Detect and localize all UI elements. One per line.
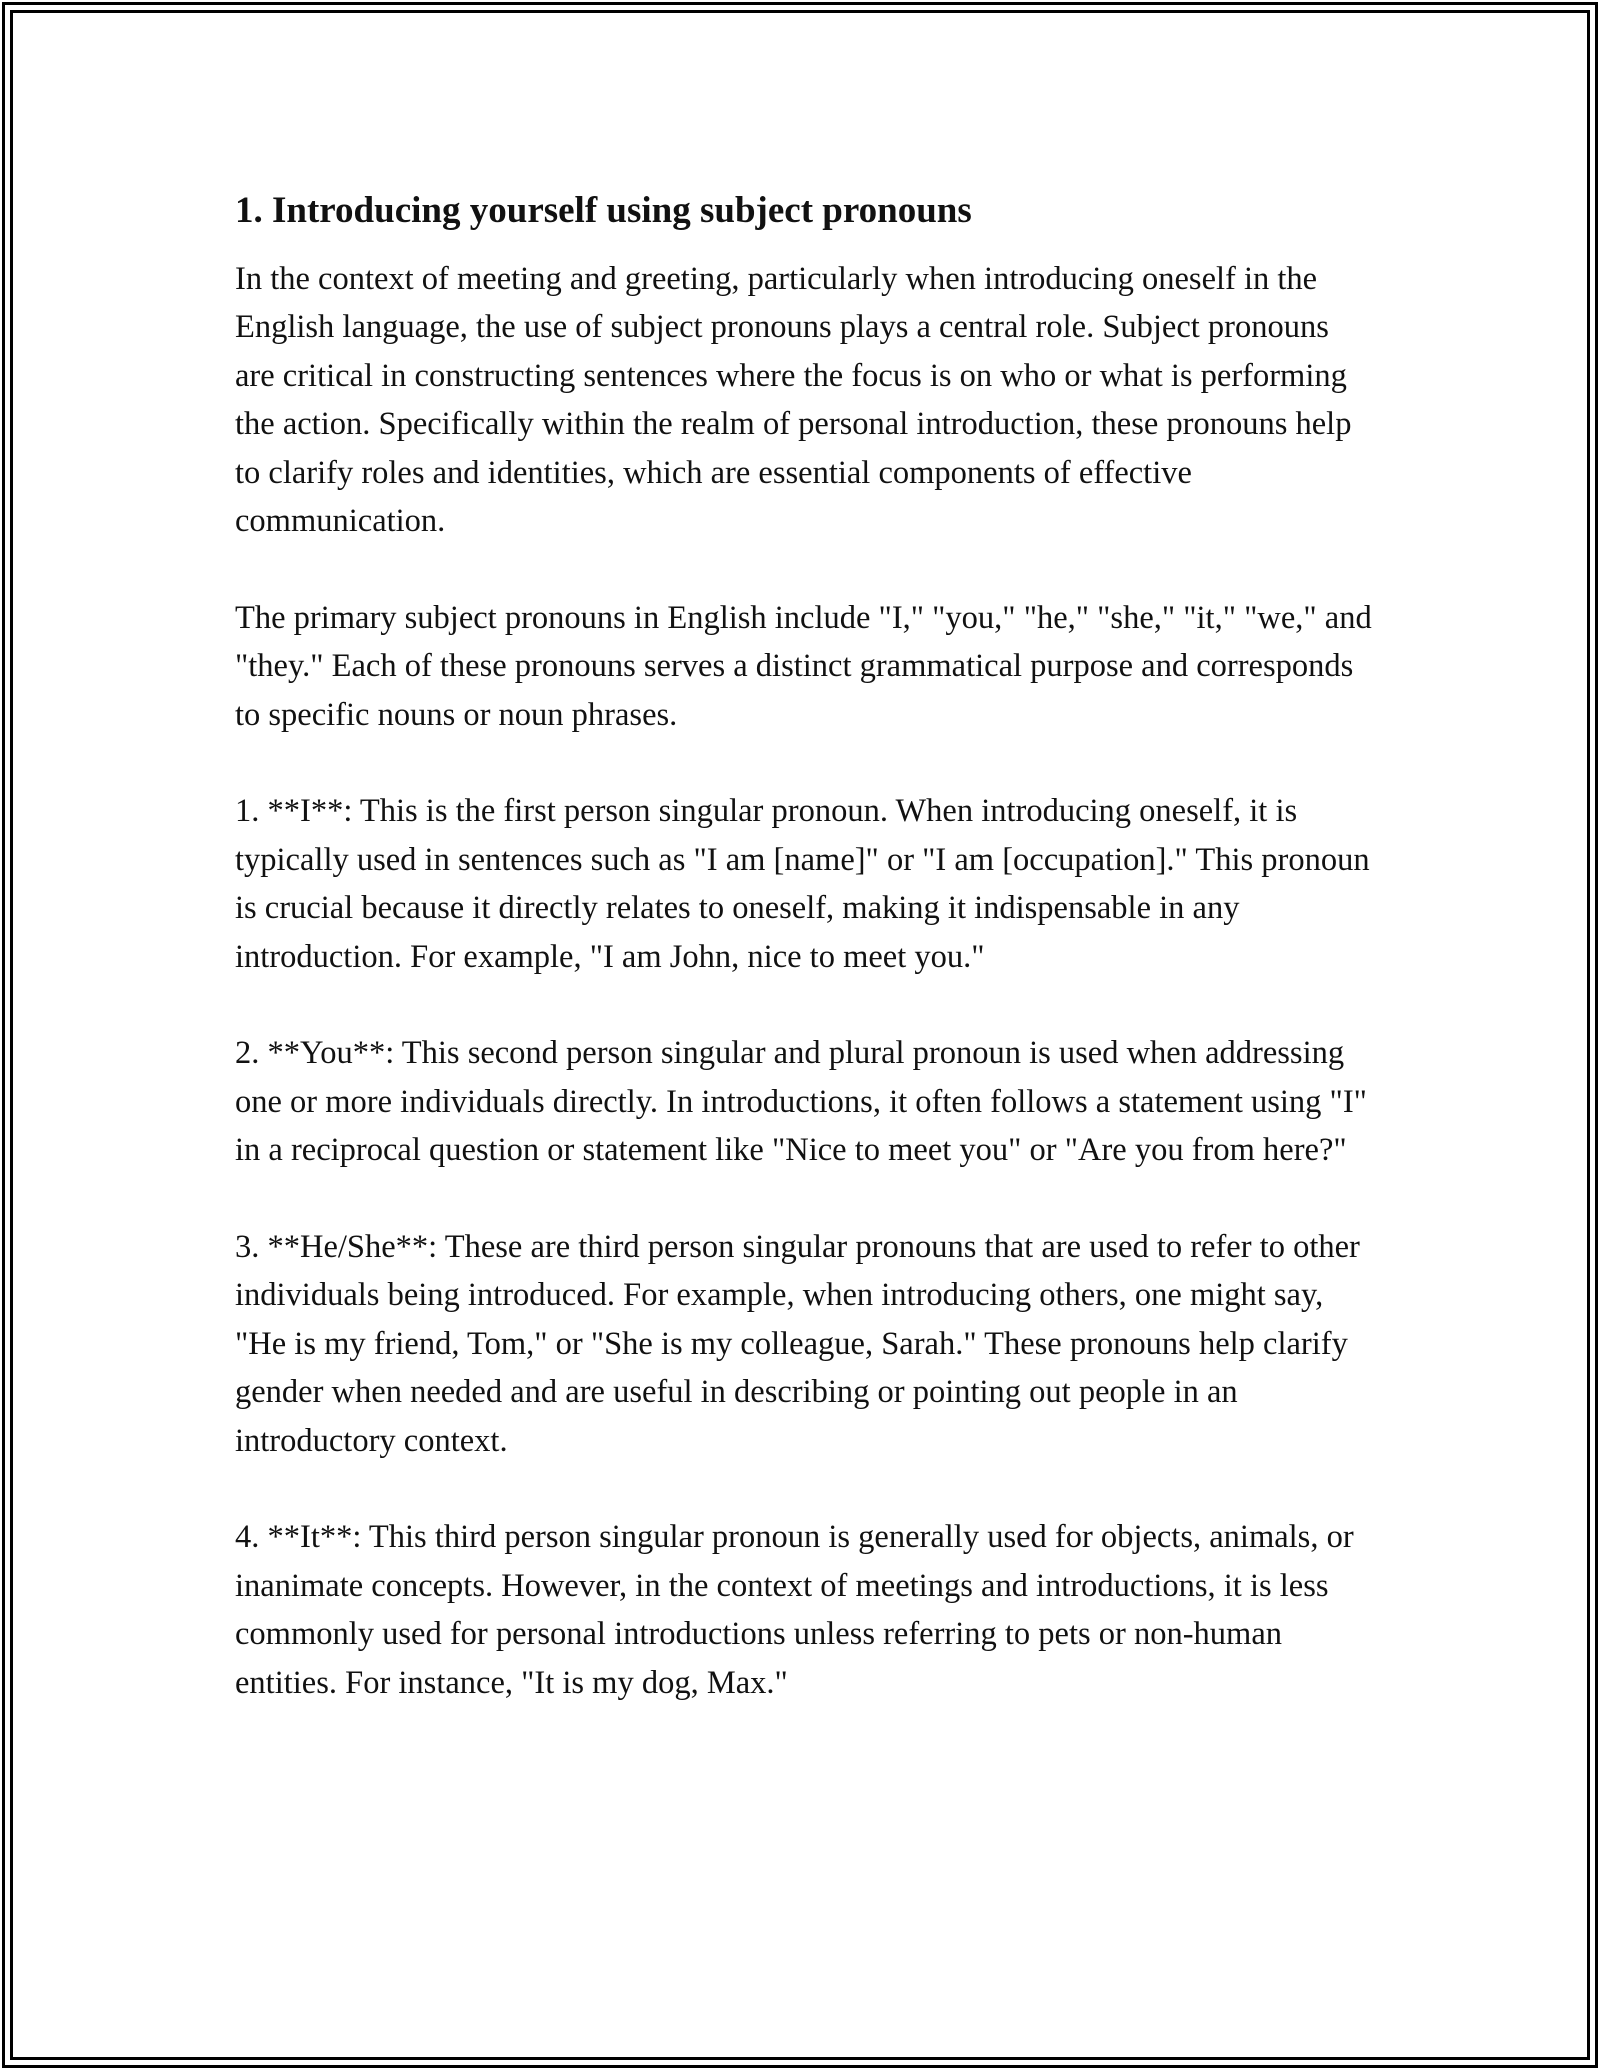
paragraph-item-he-she: 3. **He/She**: These are third person singular pronouns that are used to refer to other individuals being introduced. For example, when introducing others, one might say, "He is my friend, Tom," or "She is my colleague, Sarah." These pronouns help clarify gender when needed and are useful in describing or pointing out people in an introductory context. — [235, 1229, 1360, 1459]
document-body — [235, 180, 1375, 1756]
paragraph-intro: In the context of meeting and greeting, particularly when introducing oneself in the English language, the use of subject pronouns plays a central role. Subject pronouns are critical in constructing sentences where the focus is on who or what is performing the action. Specifically within the realm of personal introduction, these pronouns help to clarify roles and identities, which are essential components of effective communication. — [235, 261, 1352, 540]
paragraph-item-it: 4. **It**: This third person singular pronoun is generally used for objects, animals, or inanimate concepts. However, in the context of meetings and introductions, it is less commonly used for personal introductions unless referring to pets or non-human entities. For instance, "It is my dog, Max." — [235, 1519, 1354, 1701]
paragraph-item-i: 1. **I**: This is the first person singular pronoun. When introducing oneself, it is typically used in sentences such as "I am [name]" or "I am [occupation]." This pronoun is crucial because it directly relates to oneself, making it indispensable in any introduction. For example, "I am John, nice to meet you." — [235, 793, 1370, 975]
paragraph-item-you: 2. **You**: This second person singular and plural pronoun is used when addressing one or more individuals directly. In introductions, it often follows a statement using "I" in a reciprocal question or statement like "Nice to meet you" or "Are you from here?" — [235, 1035, 1367, 1169]
section-heading: 1. Introducing yourself using subject pronouns — [235, 190, 972, 231]
paragraph-pronoun-list: The primary subject pronouns in English include "I," "you," "he," "she," "it," "we," and "they." Each of these pronouns serves a distinct grammatical purpose and corresponds to specific nouns or noun phrases. — [235, 599, 1372, 733]
